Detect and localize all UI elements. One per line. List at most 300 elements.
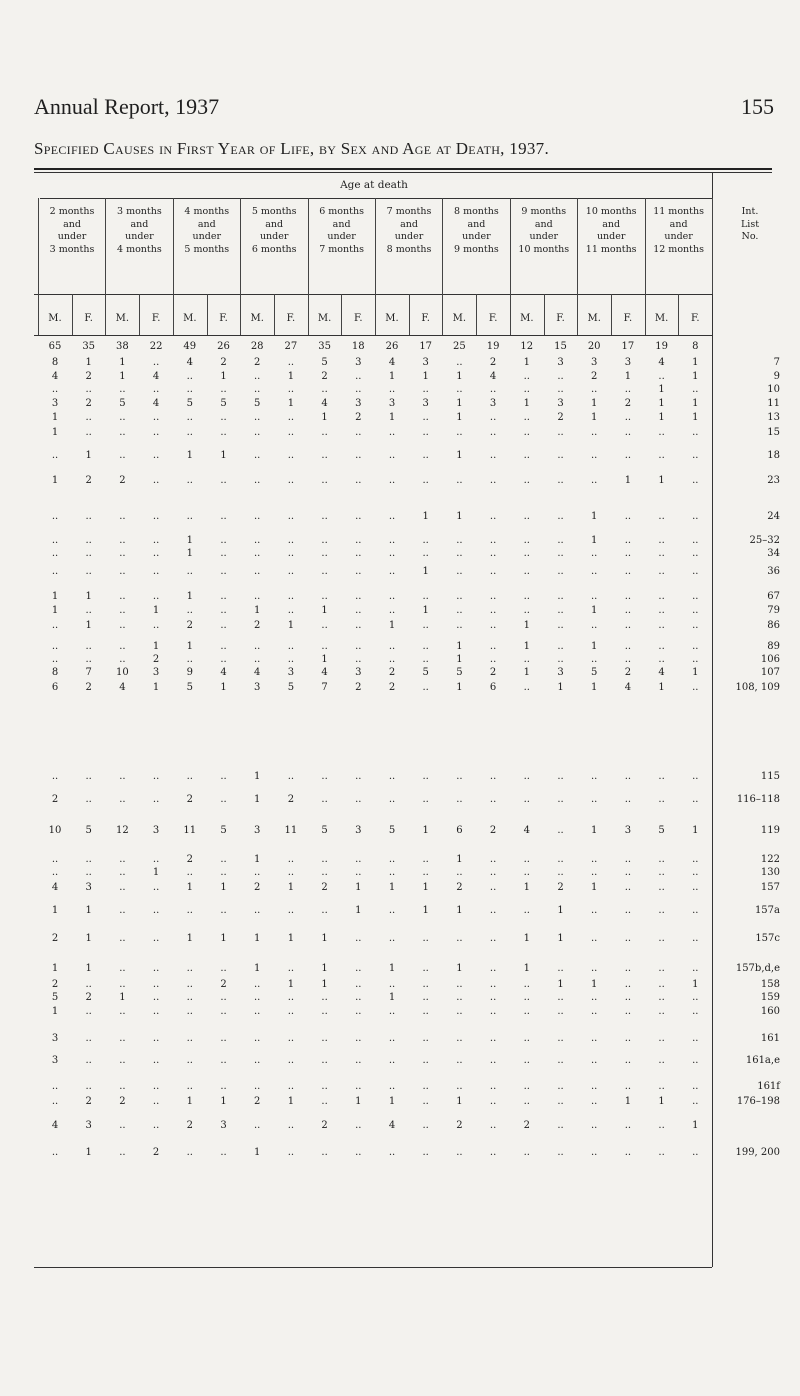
table-bottom-rule bbox=[34, 1267, 712, 1268]
female-count-cell: 2 bbox=[85, 992, 92, 1003]
list-number-cell: 79 bbox=[767, 605, 780, 616]
female-count-cell: 3 bbox=[422, 357, 429, 368]
female-count-cell: .. bbox=[624, 450, 632, 461]
age-column-header bbox=[175, 206, 239, 256]
male-count-cell: .. bbox=[119, 605, 126, 616]
female-count-cell: 1 bbox=[624, 371, 632, 382]
female-count-cell: .. bbox=[287, 384, 295, 395]
female-count-cell: .. bbox=[557, 566, 564, 577]
female-count-cell: .. bbox=[489, 933, 497, 944]
female-count-cell: .. bbox=[287, 511, 295, 522]
female-count-cell: .. bbox=[287, 1081, 295, 1092]
male-count-cell: .. bbox=[658, 1006, 665, 1017]
male-count-cell: .. bbox=[254, 548, 261, 559]
female-count-cell: 1 bbox=[85, 933, 92, 944]
female-count-cell: .. bbox=[152, 1096, 160, 1107]
list-number-header bbox=[720, 206, 780, 244]
female-count-cell: .. bbox=[624, 1055, 632, 1066]
female-count-cell: 2 bbox=[355, 412, 362, 423]
female-count-cell: 22 bbox=[149, 341, 163, 352]
female-count-cell: .. bbox=[624, 427, 632, 438]
female-count-cell: .. bbox=[489, 641, 497, 652]
female-count-cell: 1 bbox=[85, 1147, 92, 1158]
table-row bbox=[34, 1005, 780, 1019]
male-count-cell: .. bbox=[388, 1081, 396, 1092]
female-count-cell: 5 bbox=[422, 667, 429, 678]
female-count-cell: .. bbox=[692, 620, 699, 631]
male-count-cell: .. bbox=[321, 1081, 328, 1092]
male-count-cell: 1 bbox=[254, 771, 261, 782]
female-count-cell: .. bbox=[489, 654, 497, 665]
sex-divider bbox=[240, 294, 241, 335]
male-count-cell: .. bbox=[321, 566, 328, 577]
female-count-cell: .. bbox=[692, 605, 699, 616]
male-count-cell: .. bbox=[119, 450, 126, 461]
male-count-cell: 5 bbox=[456, 667, 463, 678]
female-count-cell: .. bbox=[557, 384, 564, 395]
female-count-cell: 1 bbox=[85, 450, 92, 461]
male-count-cell: .. bbox=[591, 854, 598, 865]
male-count-cell: .. bbox=[51, 566, 59, 577]
female-count-cell: .. bbox=[220, 1033, 227, 1044]
female-count-cell: .. bbox=[624, 794, 632, 805]
male-count-cell: .. bbox=[186, 963, 193, 974]
age-column-header-line: and bbox=[467, 218, 486, 230]
male-count-cell: .. bbox=[119, 794, 126, 805]
female-count-cell: .. bbox=[692, 511, 699, 522]
male-count-cell: .. bbox=[321, 427, 328, 438]
female-count-cell: .. bbox=[557, 1096, 564, 1107]
male-count-cell: 2 bbox=[51, 933, 59, 944]
list-number-cell: 34 bbox=[767, 548, 780, 559]
age-column-header-line: 10 months bbox=[518, 243, 570, 255]
age-column-header-line: 3 months bbox=[49, 243, 95, 255]
female-count-cell: .. bbox=[489, 566, 497, 577]
female-count-cell: .. bbox=[489, 992, 497, 1003]
male-count-cell: .. bbox=[523, 1081, 530, 1092]
male-count-cell: 1 bbox=[321, 605, 328, 616]
male-count-cell: .. bbox=[591, 475, 598, 486]
female-count-cell: .. bbox=[287, 357, 295, 368]
male-count-cell: .. bbox=[658, 591, 665, 602]
female-count-cell: .. bbox=[152, 357, 160, 368]
male-count-cell: .. bbox=[523, 905, 530, 916]
age-column-header-line: and bbox=[265, 218, 284, 230]
male-count-cell: 2 bbox=[321, 1120, 328, 1131]
male-count-cell: .. bbox=[658, 963, 665, 974]
page-number: 155 bbox=[741, 94, 774, 119]
female-count-cell: 1 bbox=[422, 825, 429, 836]
male-count-cell: 1 bbox=[388, 412, 396, 423]
male-count-cell: 10 bbox=[48, 825, 62, 836]
male-count-cell: .. bbox=[119, 1147, 126, 1158]
male-count-cell: .. bbox=[658, 620, 665, 631]
table-row bbox=[34, 932, 780, 946]
female-count-cell: .. bbox=[624, 979, 632, 990]
female-count-cell: .. bbox=[355, 771, 362, 782]
sex-label-rule bbox=[34, 335, 712, 336]
list-number-cell: 18 bbox=[767, 450, 780, 461]
list-number-cell: 9 bbox=[773, 371, 780, 382]
age-column-header-line: 7 months bbox=[386, 206, 432, 217]
female-count-cell: .. bbox=[355, 794, 362, 805]
male-label: M. bbox=[654, 313, 669, 324]
female-count-cell: 2 bbox=[85, 475, 92, 486]
male-count-cell: 1 bbox=[321, 654, 328, 665]
male-count-cell: 5 bbox=[591, 667, 598, 678]
male-count-cell: 1 bbox=[51, 905, 59, 916]
list-number-cell: 161f bbox=[757, 1081, 780, 1092]
female-count-cell: .. bbox=[557, 475, 564, 486]
female-count-cell: 1 bbox=[557, 682, 564, 693]
male-count-cell: 1 bbox=[186, 591, 193, 602]
female-count-cell: 1 bbox=[692, 825, 699, 836]
female-count-cell: .. bbox=[152, 450, 160, 461]
female-count-cell: .. bbox=[85, 412, 92, 423]
male-count-cell: .. bbox=[186, 475, 193, 486]
male-count-cell: 1 bbox=[186, 933, 193, 944]
female-count-cell: .. bbox=[557, 1147, 564, 1158]
female-count-cell: .. bbox=[489, 1120, 497, 1131]
male-count-cell: .. bbox=[658, 1147, 665, 1158]
age-column-header bbox=[579, 206, 643, 256]
female-count-cell: .. bbox=[220, 1081, 227, 1092]
female-count-cell: .. bbox=[422, 992, 429, 1003]
female-count-cell: .. bbox=[422, 475, 429, 486]
male-count-cell: .. bbox=[186, 867, 193, 878]
male-count-cell: .. bbox=[186, 566, 193, 577]
male-count-cell: .. bbox=[186, 1006, 193, 1017]
male-count-cell: .. bbox=[254, 1055, 261, 1066]
female-count-cell: 2 bbox=[557, 882, 564, 893]
male-count-cell: .. bbox=[321, 1147, 328, 1158]
list-number-cell: 106 bbox=[760, 654, 780, 665]
female-count-cell: .. bbox=[220, 1055, 227, 1066]
female-count-cell: .. bbox=[422, 1081, 429, 1092]
male-count-cell: 1 bbox=[321, 979, 328, 990]
male-count-cell: .. bbox=[456, 771, 463, 782]
sex-divider bbox=[72, 294, 73, 335]
group-divider bbox=[240, 198, 241, 294]
age-column-header bbox=[444, 206, 508, 256]
male-count-cell: .. bbox=[119, 535, 126, 546]
male-count-cell: .. bbox=[321, 1006, 328, 1017]
group-divider bbox=[105, 198, 106, 294]
female-count-cell: .. bbox=[152, 548, 160, 559]
female-count-cell: .. bbox=[85, 384, 92, 395]
female-count-cell: 3 bbox=[624, 357, 632, 368]
female-count-cell: 1 bbox=[422, 605, 429, 616]
male-count-cell: .. bbox=[321, 771, 328, 782]
female-count-cell: .. bbox=[557, 605, 564, 616]
male-count-cell: 4 bbox=[658, 667, 665, 678]
male-count-cell: .. bbox=[321, 620, 328, 631]
male-count-cell: .. bbox=[321, 794, 328, 805]
list-number-cell: 7 bbox=[773, 357, 780, 368]
female-count-cell: .. bbox=[422, 450, 429, 461]
female-count-cell: .. bbox=[287, 605, 295, 616]
male-count-cell: .. bbox=[321, 854, 328, 865]
female-count-cell: .. bbox=[692, 548, 699, 559]
male-count-cell: 2 bbox=[119, 475, 126, 486]
age-column-header bbox=[377, 206, 441, 256]
female-count-cell: 3 bbox=[624, 825, 632, 836]
female-count-cell: .. bbox=[489, 535, 497, 546]
table-row bbox=[34, 449, 780, 463]
age-column-header bbox=[40, 206, 104, 256]
male-count-cell: 28 bbox=[250, 341, 264, 352]
male-count-cell: 1 bbox=[456, 963, 463, 974]
male-count-cell: .. bbox=[186, 605, 193, 616]
female-count-cell: 3 bbox=[557, 667, 564, 678]
male-count-cell: .. bbox=[456, 979, 463, 990]
table-row bbox=[34, 653, 780, 667]
female-count-cell: .. bbox=[692, 384, 699, 395]
female-count-cell: .. bbox=[152, 1081, 160, 1092]
male-count-cell: .. bbox=[254, 1033, 261, 1044]
female-count-cell: .. bbox=[220, 591, 227, 602]
male-count-cell: .. bbox=[658, 867, 665, 878]
male-count-cell: 3 bbox=[51, 1033, 59, 1044]
male-count-cell: .. bbox=[456, 620, 463, 631]
male-count-cell: 4 bbox=[51, 1120, 59, 1131]
age-column-header-line: under bbox=[664, 231, 693, 242]
sex-divider bbox=[442, 294, 443, 335]
female-count-cell: .. bbox=[422, 620, 429, 631]
female-count-cell: .. bbox=[422, 963, 429, 974]
female-count-cell: .. bbox=[355, 654, 362, 665]
age-column-header-line: under bbox=[57, 231, 87, 242]
male-count-cell: 4 bbox=[186, 357, 193, 368]
female-count-cell: .. bbox=[220, 566, 227, 577]
female-count-cell: .. bbox=[220, 620, 227, 631]
female-count-cell: .. bbox=[692, 475, 699, 486]
male-count-cell: 1 bbox=[658, 475, 665, 486]
male-count-cell: .. bbox=[591, 591, 598, 602]
male-count-cell: .. bbox=[523, 450, 530, 461]
table-row bbox=[34, 426, 780, 440]
male-count-cell: 1 bbox=[51, 427, 59, 438]
male-count-cell: 8 bbox=[51, 667, 59, 678]
female-count-cell: 1 bbox=[287, 398, 295, 409]
female-count-cell: .. bbox=[220, 384, 227, 395]
male-count-cell: 5 bbox=[254, 398, 261, 409]
male-label: M. bbox=[317, 313, 332, 324]
female-count-cell: .. bbox=[152, 427, 160, 438]
female-count-cell: 35 bbox=[82, 341, 96, 352]
female-count-cell: .. bbox=[355, 511, 362, 522]
male-count-cell: 1 bbox=[658, 682, 665, 693]
male-count-cell: 2 bbox=[456, 1120, 463, 1131]
age-column-header-line: and bbox=[602, 218, 621, 230]
female-count-cell: 1 bbox=[220, 682, 227, 693]
group-divider bbox=[577, 198, 578, 294]
male-count-cell: 1 bbox=[456, 450, 463, 461]
male-count-cell: .. bbox=[186, 771, 193, 782]
sex-divider bbox=[38, 294, 39, 335]
female-count-cell: 7 bbox=[85, 667, 92, 678]
male-count-cell: 2 bbox=[254, 357, 261, 368]
male-count-cell: .. bbox=[456, 535, 463, 546]
male-count-cell: .. bbox=[51, 771, 59, 782]
female-count-cell: .. bbox=[489, 427, 497, 438]
list-number-cell: 10 bbox=[767, 384, 780, 395]
female-count-cell: 2 bbox=[489, 357, 497, 368]
male-count-cell: 1 bbox=[186, 641, 193, 652]
female-count-cell: 1 bbox=[287, 882, 295, 893]
male-count-cell: .. bbox=[51, 620, 59, 631]
male-count-cell: .. bbox=[523, 992, 530, 1003]
male-count-cell: 4 bbox=[388, 357, 396, 368]
female-count-cell: .. bbox=[220, 654, 227, 665]
female-count-cell: 1 bbox=[152, 682, 160, 693]
female-count-cell: .. bbox=[152, 1055, 160, 1066]
female-count-cell: .. bbox=[692, 1033, 699, 1044]
male-count-cell: 1 bbox=[591, 682, 598, 693]
sex-divider bbox=[678, 294, 679, 335]
male-count-cell: 1 bbox=[523, 357, 530, 368]
male-count-cell: 19 bbox=[655, 341, 668, 352]
male-count-cell: 25 bbox=[453, 341, 466, 352]
female-count-cell: 1 bbox=[287, 620, 295, 631]
female-count-cell: 1 bbox=[557, 905, 564, 916]
female-count-cell: .. bbox=[152, 963, 160, 974]
male-count-cell: 1 bbox=[51, 412, 59, 423]
female-count-cell: 2 bbox=[220, 979, 227, 990]
male-count-cell: .. bbox=[119, 1055, 126, 1066]
female-count-cell: .. bbox=[355, 992, 362, 1003]
male-label: M. bbox=[452, 313, 467, 324]
male-count-cell: .. bbox=[591, 1006, 598, 1017]
male-count-cell: .. bbox=[388, 771, 396, 782]
male-count-cell: .. bbox=[321, 384, 328, 395]
table-row bbox=[34, 397, 780, 411]
age-column-header-line: and bbox=[63, 218, 81, 230]
female-count-cell: 1 bbox=[220, 450, 227, 461]
female-count-cell: .. bbox=[624, 771, 632, 782]
table-row bbox=[34, 356, 780, 370]
female-count-cell: 1 bbox=[85, 963, 92, 974]
female-count-cell: .. bbox=[287, 905, 295, 916]
male-count-cell: .. bbox=[523, 867, 530, 878]
female-count-cell: .. bbox=[220, 905, 227, 916]
column-headers bbox=[34, 206, 774, 276]
male-count-cell: .. bbox=[186, 1081, 193, 1092]
female-count-cell: 3 bbox=[287, 667, 295, 678]
list-number-cell: 115 bbox=[760, 771, 780, 782]
group-divider bbox=[712, 198, 713, 294]
male-count-cell: 1 bbox=[388, 620, 396, 631]
female-count-cell: .. bbox=[152, 905, 160, 916]
male-count-cell: .. bbox=[186, 384, 193, 395]
male-count-cell: 65 bbox=[48, 341, 62, 352]
female-count-cell: .. bbox=[152, 566, 160, 577]
male-count-cell: 1 bbox=[523, 641, 530, 652]
male-count-cell: .. bbox=[658, 654, 665, 665]
male-count-cell: .. bbox=[591, 384, 598, 395]
female-count-cell: 2 bbox=[355, 682, 362, 693]
female-count-cell: .. bbox=[287, 992, 295, 1003]
male-count-cell: 2 bbox=[51, 794, 59, 805]
female-count-cell: .. bbox=[422, 1033, 429, 1044]
male-count-cell: .. bbox=[456, 384, 463, 395]
female-count-cell: .. bbox=[692, 1006, 699, 1017]
female-count-cell: .. bbox=[287, 475, 295, 486]
female-count-cell: .. bbox=[624, 867, 632, 878]
female-count-cell: .. bbox=[355, 450, 362, 461]
female-count-cell: .. bbox=[85, 535, 92, 546]
table-row bbox=[34, 510, 780, 524]
male-count-cell: 2 bbox=[321, 882, 328, 893]
female-count-cell: .. bbox=[85, 979, 92, 990]
female-count-cell: .. bbox=[489, 882, 497, 893]
female-count-cell: 3 bbox=[557, 398, 564, 409]
male-count-cell: .. bbox=[591, 771, 598, 782]
male-count-cell: .. bbox=[321, 641, 328, 652]
list-number-cell: 157a bbox=[754, 905, 780, 916]
age-column-header bbox=[310, 206, 374, 256]
male-count-cell: 1 bbox=[51, 963, 59, 974]
female-label: F. bbox=[556, 313, 565, 324]
male-count-cell: .. bbox=[456, 933, 463, 944]
female-count-cell: .. bbox=[152, 882, 160, 893]
male-count-cell: .. bbox=[321, 905, 328, 916]
table-row bbox=[34, 619, 780, 633]
male-count-cell: .. bbox=[658, 992, 665, 1003]
female-count-cell: 2 bbox=[85, 682, 92, 693]
male-count-cell: .. bbox=[254, 641, 261, 652]
female-count-cell: 1 bbox=[85, 905, 92, 916]
male-count-cell: 2 bbox=[254, 882, 261, 893]
male-count-cell: .. bbox=[119, 548, 126, 559]
female-count-cell: 1 bbox=[355, 882, 362, 893]
sex-divider bbox=[510, 294, 511, 335]
male-count-cell: .. bbox=[388, 511, 396, 522]
female-count-cell: 2 bbox=[152, 1147, 160, 1158]
table-row bbox=[34, 770, 780, 784]
table-row bbox=[34, 962, 780, 976]
male-count-cell: 1 bbox=[523, 667, 530, 678]
table-row bbox=[34, 370, 780, 384]
female-count-cell: .. bbox=[557, 1033, 564, 1044]
female-count-cell: 3 bbox=[355, 398, 362, 409]
male-count-cell: .. bbox=[658, 854, 665, 865]
male-count-cell: 1 bbox=[254, 605, 261, 616]
female-count-cell: 1 bbox=[692, 412, 699, 423]
female-count-cell: .. bbox=[624, 1147, 632, 1158]
male-count-cell: 1 bbox=[591, 979, 598, 990]
male-count-cell: 1 bbox=[51, 591, 59, 602]
male-count-cell: .. bbox=[388, 1033, 396, 1044]
female-count-cell: .. bbox=[624, 1033, 632, 1044]
male-count-cell: .. bbox=[186, 1147, 193, 1158]
age-column-header-line: 5 months bbox=[184, 243, 230, 255]
male-count-cell: 5 bbox=[658, 825, 665, 836]
male-count-cell: 1 bbox=[456, 371, 463, 382]
female-count-cell: .. bbox=[422, 641, 429, 652]
male-count-cell: .. bbox=[254, 1120, 261, 1131]
female-count-cell: 3 bbox=[152, 825, 160, 836]
age-column-header-line: 8 months bbox=[454, 206, 499, 217]
male-count-cell: .. bbox=[186, 412, 193, 423]
group-divider bbox=[375, 198, 376, 294]
male-count-cell: 1 bbox=[388, 1096, 396, 1107]
female-count-cell: 1 bbox=[152, 641, 160, 652]
male-count-cell: .. bbox=[119, 963, 126, 974]
list-number-cell: 23 bbox=[767, 475, 780, 486]
male-count-cell: 7 bbox=[321, 682, 328, 693]
male-count-cell: 1 bbox=[456, 511, 463, 522]
